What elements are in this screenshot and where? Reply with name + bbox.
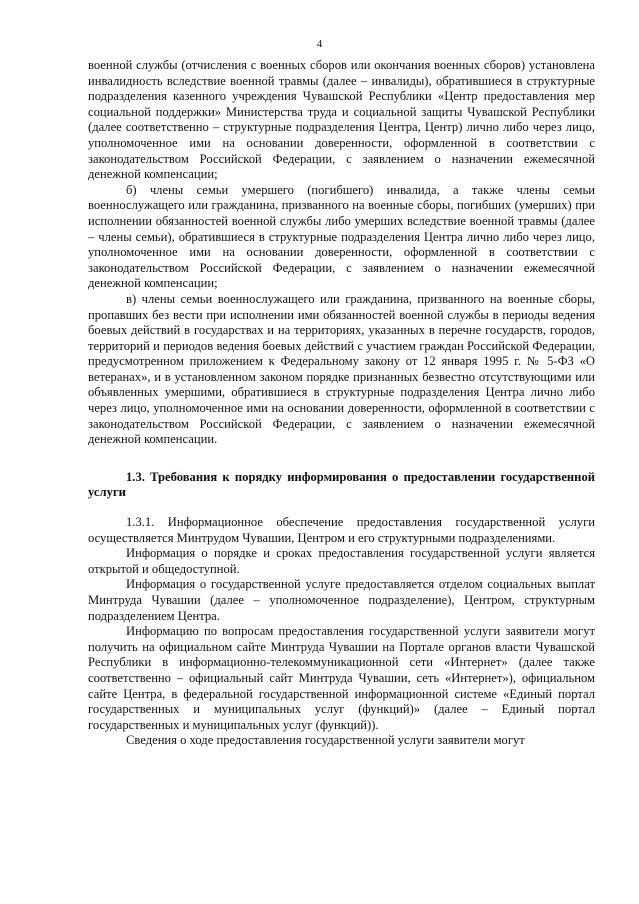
paragraph-1-3-1: 1.3.1. Информационное обеспечение предоставления государственной услуги осуществляется Минтрудом Чувашии, Центром и его структурными подразделениями. (88, 515, 595, 545)
paragraph-info-provider: Информация о государственной услуге предоставляется отделом социальных выплат Минтруда Чувашии (далее – уполномоченное подразделение), Центром, структурным подразделением Центра. (88, 577, 595, 623)
paragraph-open-info: Информация о порядке и сроках предоставления государственной услуги является открытой и общедоступной. (88, 546, 595, 576)
paragraph-item-b: б) члены семьи умершего (погибшего) инвалида, а также члены семьи военнослужащего или гражданина, призванного на военные сборы, погибших (умерших) при исполнении обязанностей военной службы либо умерших вследствие военной травмы (далее – члены семьи), обратившиеся в структурные подразделения Центра лично либо через лицо, уполномоченное ими на основании доверенности, оформленной в соответствии с законодательством Российской Федерации, с заявлением о назначении ежемесячной денежной компенсации; (88, 182, 595, 291)
document-body (88, 58, 595, 749)
section-heading: 1.3. Требования к порядку информирования о предоставлении государственной услуги (88, 469, 595, 500)
paragraph-progress-info: Сведения о ходе предоставления государственной услуги заявители могут (126, 733, 525, 748)
paragraph-continuation: военной службы (отчисления с военных сборов или окончания военных сборов) установлена инвалидность вследствие военной травмы (далее – инвалиды), обратившиеся в структурные подразделения казенного учреждения Чувашской Республики «Центр предоставления мер социальной поддержки» Министерства труда и социальной защиты Чувашской Республики (далее соответственно – структурные подразделения Центра, Центр) лично либо через лицо, уполномоченное ими на основании доверенности, оформленной в соответствии с законодательством Российской Федерации, с заявлением о назначении ежемесячной денежной компенсации; (88, 58, 595, 182)
page-number: 4 (316, 38, 323, 50)
paragraph-item-v: в) члены семьи военнослужащего или гражданина, призванного на военные сборы, пропавших без вести при исполнении ими обязанностей военной службы в периоды ведения боевых действий в государствах и на территориях, указанных в перечне государств, городов, территорий и периодов ведения боевых действий с участием граждан Российской Федерации, предусмотренном приложением к Федеральному закону от 12 января 1995 г. № 5-ФЗ «О ветеранах», и в установленном законом порядке признанных безвестно отсутствующими или объявленных умершими, обратившиеся в структурные подразделения Центра лично либо через лицо, уполномоченное ими на основании доверенности, оформленной в соответствии с законодательством Российской Федерации, с заявлением о назначении ежемесячной денежной компенсации. (88, 291, 595, 447)
paragraph-info-sources: Информацию по вопросам предоставления государственной услуги заявители могут получить на официальном сайте Минтруда Чувашии на Портале органов власти Чувашской Республики в информационно-телекоммуникационной сети «Интернет» (далее также соответственно – официальный сайт Минтруда Чувашии, сеть «Интернет»), официальном сайте Центра, в федеральной государственной информационной системе «Единый портал государственных и муниципальных услуг (функций)» (далее – Единый портал государственных и муниципальных услуг (функций)). (88, 624, 595, 732)
